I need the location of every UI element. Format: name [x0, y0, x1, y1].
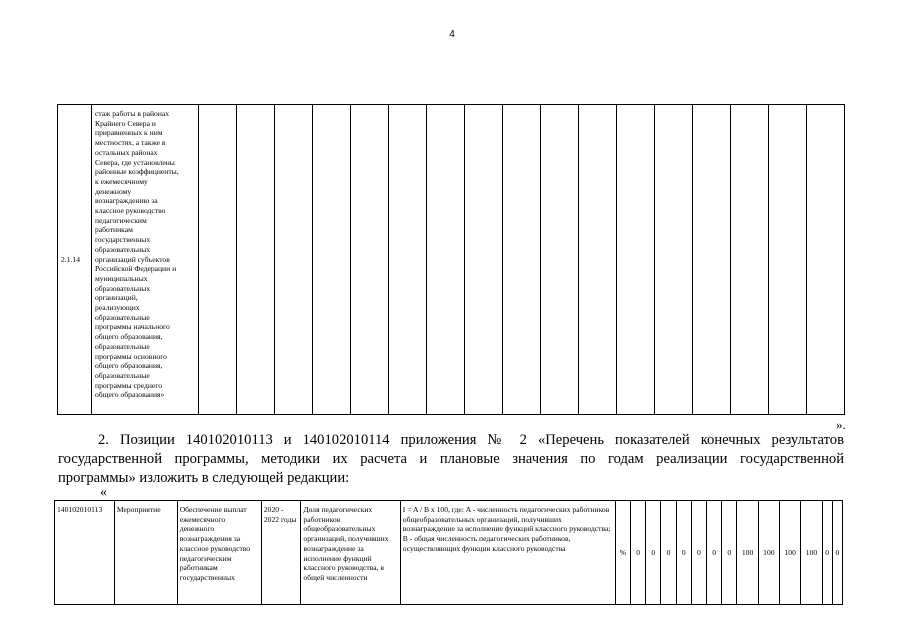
description-line: образовательные: [95, 312, 150, 322]
page-number: 4: [449, 29, 455, 40]
description-line: организаций субъектов: [95, 254, 170, 264]
value-cell: 100: [780, 501, 801, 605]
table-row: [58, 105, 845, 415]
value-cell: 100: [758, 501, 779, 605]
value-cell: 0: [832, 501, 842, 605]
description-line: общего образования,: [95, 332, 163, 342]
row-description: [92, 105, 199, 415]
description-line: денежному: [95, 186, 132, 196]
indicator-unit: %: [615, 501, 630, 605]
indicator-description: Доля педагогических работников общеобразовательных организаций, получивших вознаграждение за исполнение функций классного руководства, в общей численности: [301, 501, 400, 605]
indicator-formula: I = A / B x 100, где: A - численность педагогических работников общеобразовательных организаций, получивших вознаграждение за исполнение функций классного руководства; B - общая численность педагогических работников, осуществляющих функции классного руководства: [400, 501, 615, 605]
value-cell: 0: [646, 501, 661, 605]
indicator-period: 2020 - 2022 годы: [261, 501, 301, 605]
value-cell: 100: [801, 501, 822, 605]
description-line: Севера, где установлены: [95, 157, 175, 167]
value-cell: 0: [722, 501, 737, 605]
description-line: остальных районах: [95, 147, 158, 157]
description-line: программы начального: [95, 322, 170, 332]
description-line: Российской Федерации и: [95, 264, 177, 274]
description-line: организаций,: [95, 293, 138, 303]
paragraph-line: государственной программы, методики их расчета и плановые значения по годам реализации государственной: [58, 451, 844, 467]
value-cell: 100: [737, 501, 758, 605]
description-line: образовательных: [95, 244, 151, 254]
value-cell: 0: [631, 501, 646, 605]
value-cell: 0: [707, 501, 722, 605]
value-cell: 0: [676, 501, 691, 605]
opening-quote-mark: «: [100, 485, 107, 500]
indicator-name: Обеспечение выплат ежемесячного денежного вознаграждения за классное руководство педагогическим работникам государственных: [177, 501, 261, 605]
description-line: государственных: [95, 235, 151, 245]
description-line: стаж работы в районах: [95, 109, 170, 118]
description-line: местностях, а также в: [95, 138, 166, 148]
description-line: классное руководство: [95, 206, 166, 216]
indicators-table: [54, 500, 843, 605]
description-line: программы основного: [95, 351, 167, 361]
description-line: Крайнего Севера и: [95, 118, 156, 128]
paragraph-line: программы» изложить в следующей редакции:: [58, 470, 350, 486]
indicator-type: Мероприятие: [114, 501, 177, 605]
description-line: работникам: [95, 225, 133, 235]
description-line: к ежемесячному: [95, 176, 148, 186]
description-line: муниципальных: [95, 273, 148, 283]
value-cell: 0: [691, 501, 706, 605]
value-cell: 0: [822, 501, 832, 605]
continued-table: [57, 104, 845, 415]
description-line: вознаграждению за: [95, 196, 158, 206]
description-line: программы среднего: [95, 380, 163, 390]
closing-quote-mark: ».: [836, 417, 846, 432]
description-line: образовательные: [95, 341, 150, 351]
indicator-code: 140102010113: [55, 501, 115, 605]
value-cell: 0: [661, 501, 676, 605]
row-code: 2.1.14: [58, 105, 92, 415]
description-line: образовательных: [95, 283, 151, 293]
description-line: образовательные: [95, 370, 150, 380]
description-line: приравненных к ним: [95, 128, 163, 138]
description-line: общего образования»: [95, 390, 165, 400]
table-row: [55, 501, 843, 605]
paragraph-line: 2. Позиции 140102010113 и 140102010114 приложения № 2 «Перечень показателей конечных результатов: [98, 432, 844, 448]
description-line: реализующих: [95, 303, 140, 313]
description-line: районные коэффициенты,: [95, 167, 179, 177]
body-paragraph: [58, 431, 844, 488]
description-line: общего образования,: [95, 361, 163, 371]
description-line: педагогическим: [95, 215, 147, 225]
